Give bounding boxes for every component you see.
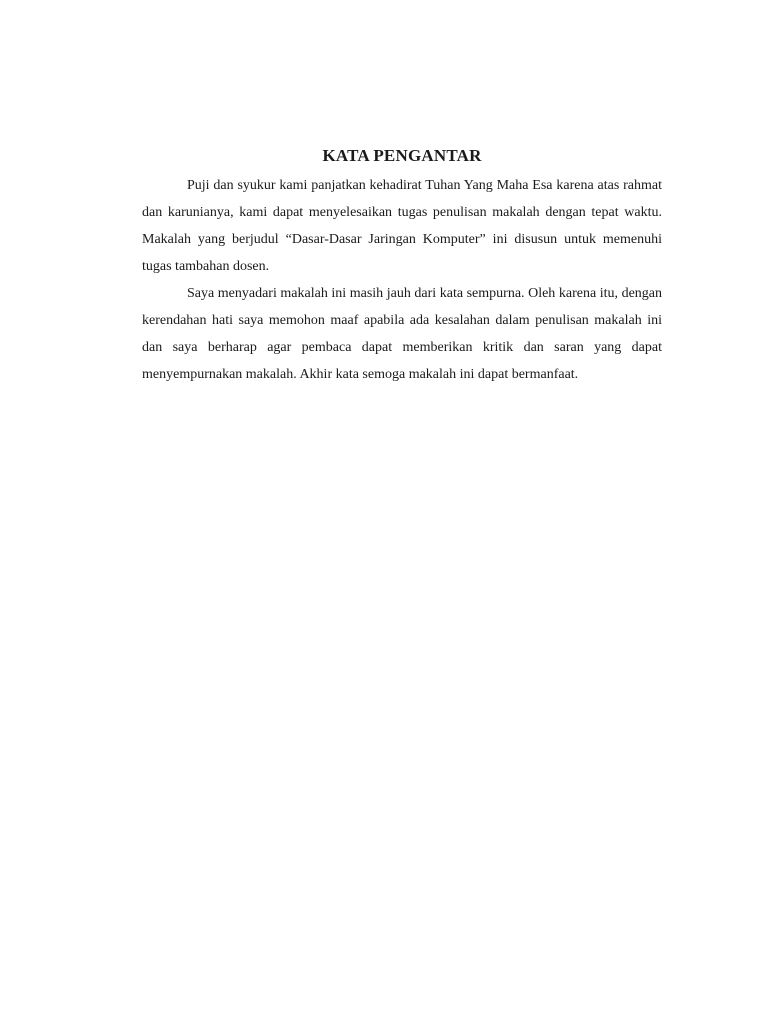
paragraph-1: Puji dan syukur kami panjatkan kehadirat Tuhan Yang Maha Esa karena atas rahmat dan karunianya, kami dapat menyelesaikan tugas penulisan makalah dengan tepat waktu. Makalah yang berjudul “Dasar-Dasar Jaringan Komputer” ini disusun untuk memenuhi tugas tambahan dosen. [142, 178, 662, 274]
paragraph-2: Saya menyadari makalah ini masih jauh dari kata sempurna. Oleh karena itu, dengan kerendahan hati saya memohon maaf apabila ada kesalahan dalam penulisan makalah ini dan saya berharap agar pembaca dapat memberikan kritik dan saran yang dapat menyempurnakan makalah. Akhir kata semoga makalah ini dapat bermanfaat. [142, 286, 662, 382]
document-content [142, 146, 662, 388]
page-title: KATA PENGANTAR [322, 146, 482, 165]
